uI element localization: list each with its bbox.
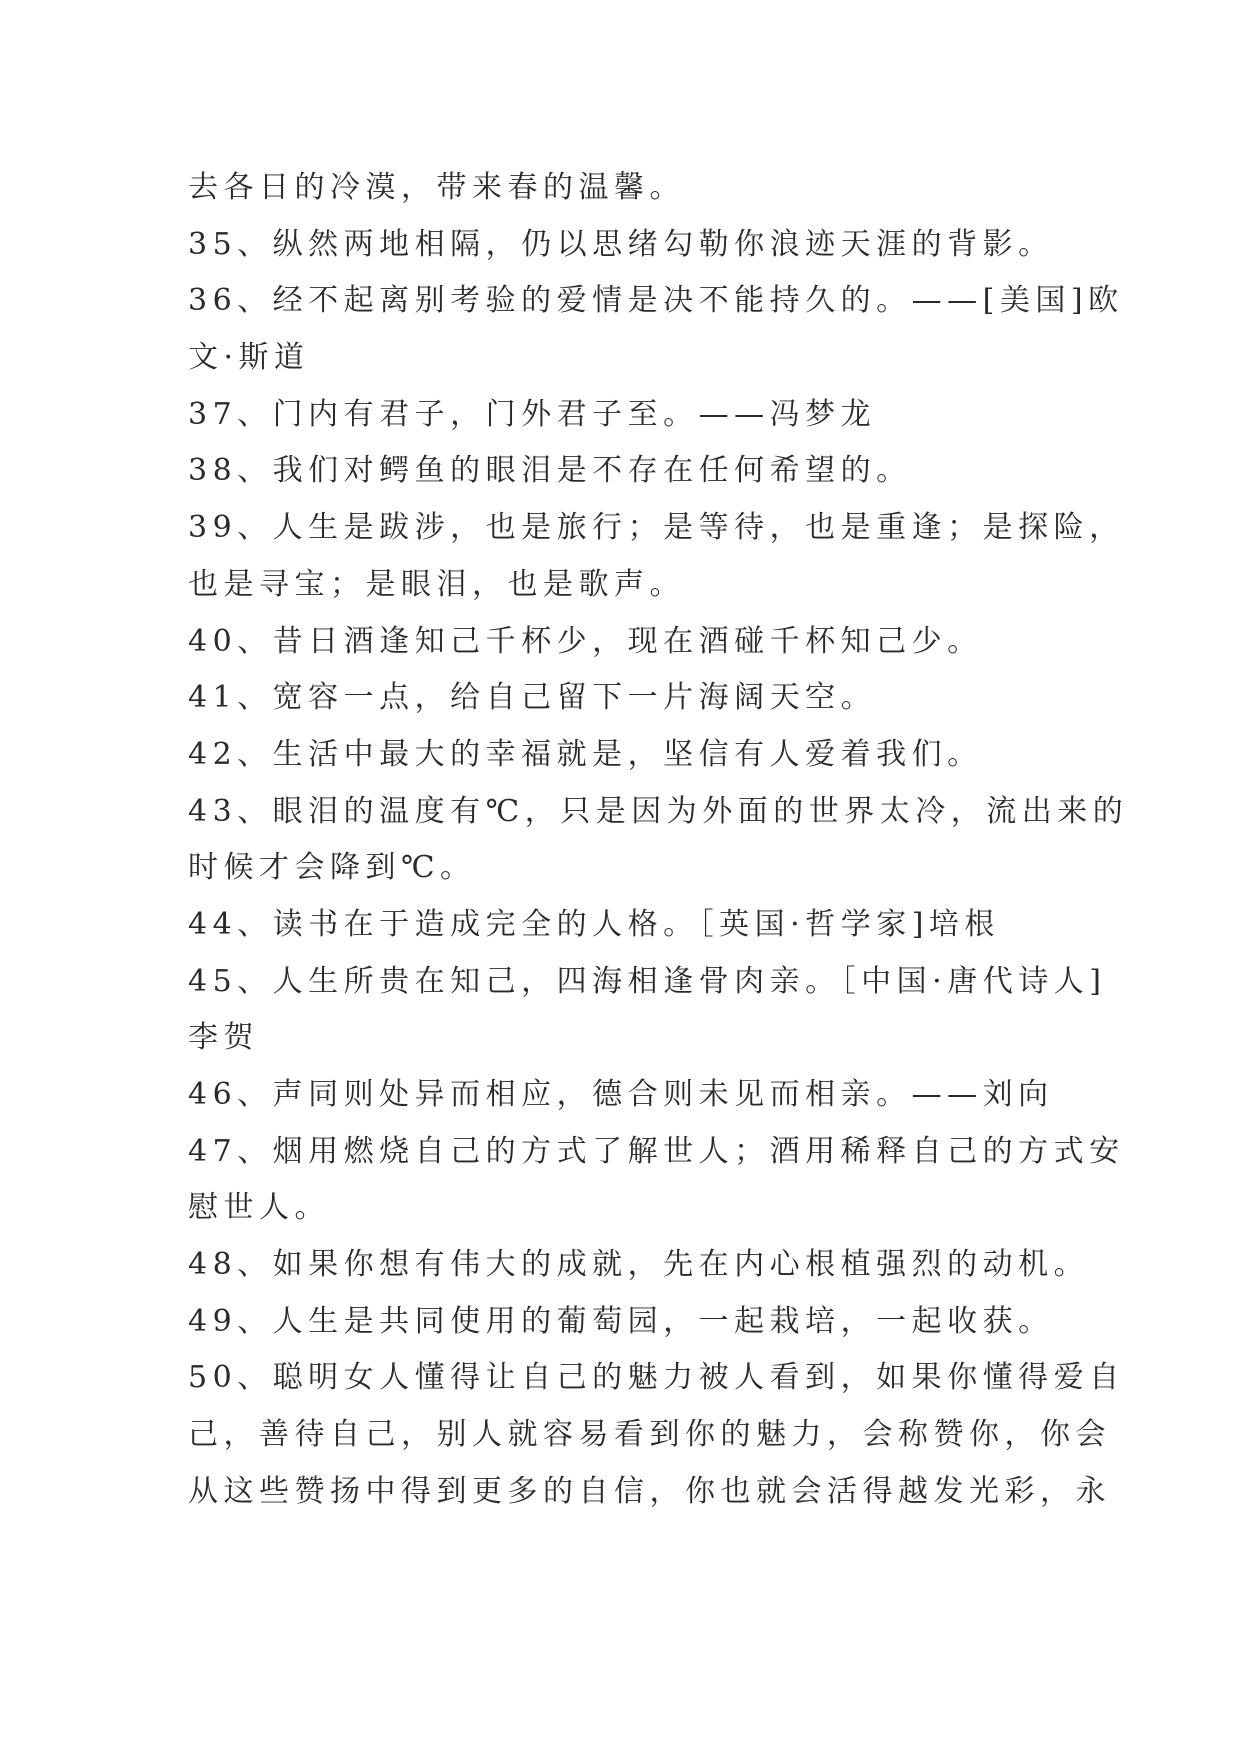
text-line: 50、聪明女人懂得让自己的魅力被人看到，如果你懂得爱自 [188, 1360, 1125, 1396]
text-line: 39、人生是跋涉，也是旅行；是等待，也是重逢；是探险， [188, 510, 1125, 546]
text-line: 慰世人。 [188, 1190, 330, 1226]
text-line: 44、读书在于造成完全的人格。［英国·哲学家]培根 [188, 906, 1000, 942]
text-line: 48、如果你想有伟大的成就，先在内心根植强烈的动机。 [188, 1247, 1090, 1283]
text-line: 47、烟用燃烧自己的方式了解世人；酒用稀释自己的方式安 [188, 1133, 1125, 1169]
text-line: 文·斯道 [188, 340, 310, 376]
text-line: 时候才会降到℃。 [188, 850, 476, 886]
text-line: 从这些赞扬中得到更多的自信，你也就会活得越发光彩，永 [188, 1473, 1111, 1509]
text-line: 37、门内有君子，门外君子至。——冯梦龙 [188, 396, 877, 432]
document-body [188, 160, 1129, 1521]
text-line: 36、经不起离别考验的爱情是决不能持久的。——[美国]欧 [188, 283, 1124, 319]
text-line: 35、纵然两地相隔，仍以思绪勾勒你浪迹天涯的背影。 [188, 226, 1054, 262]
text-line: 41、宽容一点，给自己留下一片海阔天空。 [188, 680, 877, 716]
text-line: 46、声同则处异而相应，德合则未见而相亲。——刘向 [188, 1077, 1054, 1112]
text-line: 38、我们对鳄鱼的眼泪是不存在任何希望的。 [188, 453, 912, 489]
text-line: 49、人生是共同使用的葡萄园，一起栽培，一起收获。 [188, 1303, 1054, 1339]
text-line: 己，善待自己，别人就容易看到你的魅力，会称赞你，你会 [188, 1417, 1111, 1453]
text-line: 45、人生所贵在知己，四海相逢骨肉亲。［中国·唐代诗人] [188, 963, 1107, 999]
text-line: 去各日的冷漠，带来春的温馨。 [188, 170, 685, 205]
text-line: 李贺 [188, 1020, 259, 1056]
text-line: 42、生活中最大的幸福就是，坚信有人爱着我们。 [188, 736, 983, 772]
text-line: 40、昔日酒逢知己千杯少，现在酒碰千杯知己少。 [188, 623, 983, 659]
text-line: 也是寻宝；是眼泪，也是歌声。 [188, 566, 685, 602]
text-line: 43、眼泪的温度有℃，只是因为外面的世界太冷，流出来的 [188, 793, 1129, 829]
